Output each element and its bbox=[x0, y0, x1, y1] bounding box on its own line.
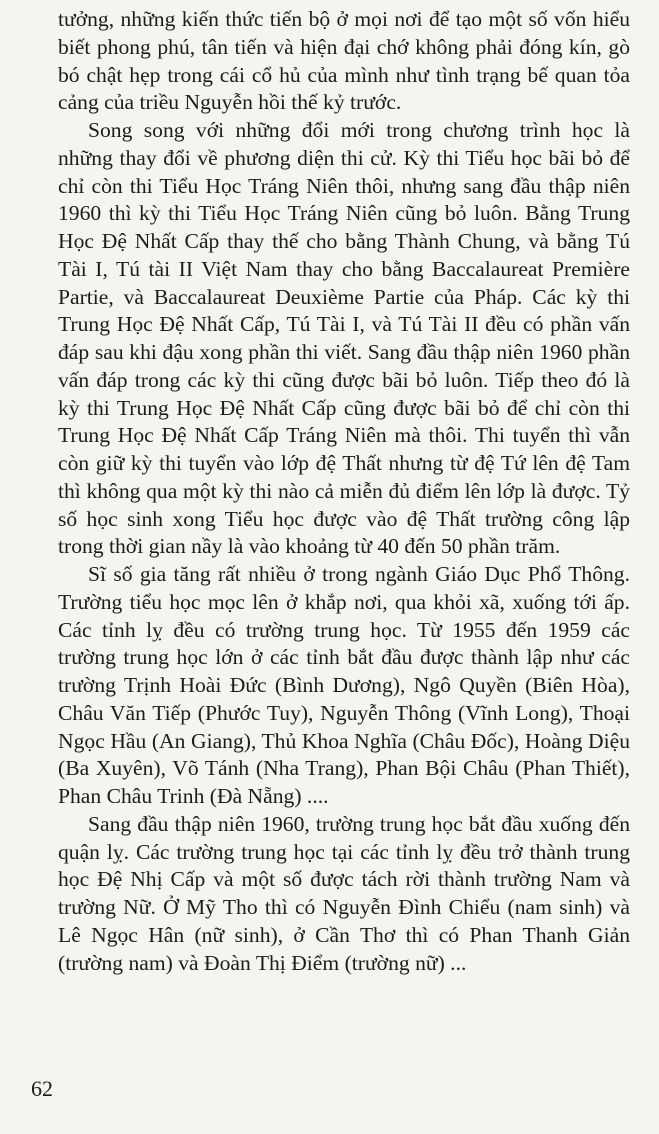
paragraph-exams: Song song với những đổi mới trong chương trình học là những thay đổi về phương diện thi cử. Kỳ thi Tiểu học bãi bỏ để chỉ còn thi Tiểu Học Tráng Niên thôi, nhưng sang đầu thập niên 1960 thì kỳ thi Tiểu Học Tráng Niên cũng bỏ luôn. Bằng Trung Học Đệ Nhất Cấp thay thế cho bằng Thành Chung, và bằng Tú Tài I, Tú tài II Việt Nam thay cho bằng Baccalaureat Première Partie, và Baccalaureat Deuxième Partie của Pháp. Các kỳ thi Trung Học Đệ Nhất Cấp, Tú Tài I, và Tú Tài II đều có phần vấn đáp sau khi đậu xong phần thi viết. Sang đầu thập niên 1960 phần vấn đáp trong các kỳ thi cũng được bãi bỏ luôn. Tiếp theo đó là kỳ thi Trung Học Đệ Nhất Cấp cũng được bãi bỏ để chỉ còn thi Trung Học Đệ Nhất Cấp Tráng Niên mà thôi. Thi tuyển thì vẫn còn giữ kỳ thi tuyển vào lớp đệ Thất nhưng từ đệ Tứ lên đệ Tam thì không qua một kỳ thi nào cả miễn đủ điểm lên lớp là được. Tỷ số học sinh xong Tiểu học được vào đệ Thất trường công lập trong thời gian nầy là vào khoảng từ 40 đến 50 phần trăm. bbox=[58, 118, 630, 559]
paragraph-continuation: tưởng, những kiến thức tiến bộ ở mọi nơi để tạo một số vốn hiểu biết phong phú, tân tiến và hiện đại chớ không phải đóng kín, gò bó chật hẹp trong cái cổ hủ của mình như tình trạng bế quan tỏa cảng của triều Nguyễn hồi thế kỷ trước. bbox=[58, 7, 630, 115]
paragraph-district-schools: Sang đầu thập niên 1960, trường trung học bắt đầu xuống đến quận lỵ. Các trường trung học tại các tỉnh lỵ đều trở thành trung học Đệ Nhị Cấp và một số được tách rời thành trường Nam và trường Nữ. Ở Mỹ Tho thì có Nguyễn Đình Chiểu (nam sinh) và Lê Ngọc Hân (nữ sinh), ở Cần Thơ thì có Phan Thanh Giản (trường nam) và Đoàn Thị Điểm (trường nữ) ... bbox=[58, 811, 630, 975]
body-text bbox=[58, 6, 630, 977]
paragraph-enrollment: Sĩ số gia tăng rất nhiều ở trong ngành Giáo Dục Phổ Thông. Trường tiểu học mọc lên ở khắp nơi, qua khỏi xã, xuống tới ấp. Các tỉnh lỵ đều có trường trung học. Từ 1955 đến 1959 các trường trung học lớn ở các tỉnh bắt đầu được thành lập như các trường Trịnh Hoài Đức (Bình Dương), Ngô Quyền (Biên Hòa), Châu Văn Tiếp (Phước Tuy), Nguyễn Thông (Vĩnh Long), Thoại Ngọc Hầu (An Giang), Thủ Khoa Nghĩa (Châu Đốc), Hoàng Diệu (Ba Xuyên), Võ Tánh (Nha Trang), Phan Bội Châu (Phan Thiết), Phan Châu Trinh (Đà Nẵng) .... bbox=[58, 562, 630, 808]
page-number: 62 bbox=[31, 1076, 53, 1101]
